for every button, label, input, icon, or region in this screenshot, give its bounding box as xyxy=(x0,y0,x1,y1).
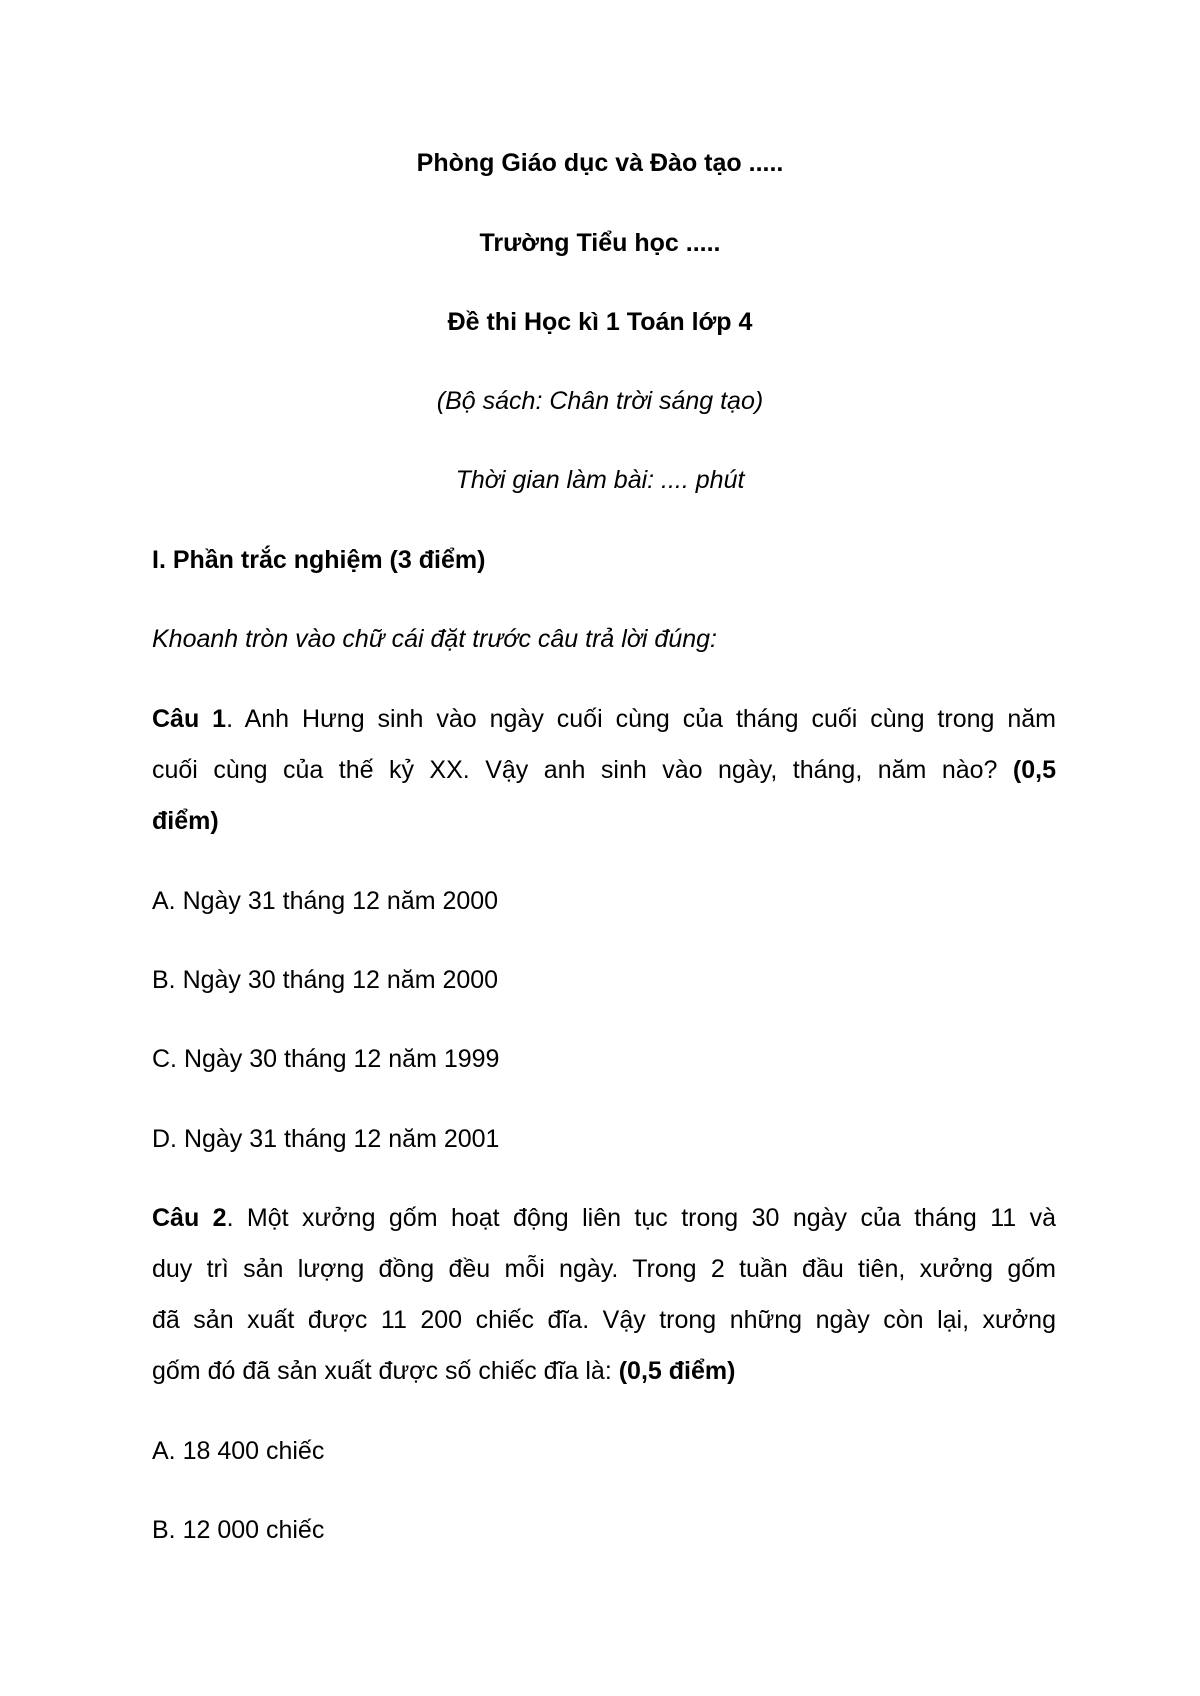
question2-line2: duy trì sản lượng đồng đều mỗi ngày. Trong 2 tuần đầu tiên, xưởng gốm xyxy=(152,1255,1056,1283)
question2-line3: đã sản xuất được 11 200 chiếc đĩa. Vậy trong những ngày còn lại, xưởng xyxy=(152,1306,1056,1334)
question2-option-a: A. 18 400 chiếc xyxy=(152,1437,325,1465)
question2-option-b: B. 12 000 chiếc xyxy=(152,1516,325,1544)
question1-points-part1: (0,5 xyxy=(1012,756,1056,784)
question2-label: Câu 2 xyxy=(152,1204,227,1232)
question1-text-line1: . Anh Hưng sinh vào ngày cuối cùng của tháng cuối cùng trong năm xyxy=(226,705,1056,733)
question1-line2 xyxy=(152,755,1056,785)
question1-line1 xyxy=(152,704,1056,734)
school-heading: Trường Tiểu học ..... xyxy=(479,229,721,257)
exam-title: Đề thi Học kì 1 Toán lớp 4 xyxy=(447,308,753,336)
time-allowed: Thời gian làm bài: .... phút xyxy=(455,466,745,494)
question1-option-a: A. Ngày 31 tháng 12 năm 2000 xyxy=(152,887,499,915)
question2-text-line4: gốm đó đã sản xuất được số chiếc đĩa là: xyxy=(152,1357,612,1385)
question2-line4 xyxy=(152,1356,1056,1386)
section1-heading: I. Phần trắc nghiệm (3 điểm) xyxy=(152,546,486,574)
book-series: (Bộ sách: Chân trời sáng tạo) xyxy=(436,387,764,415)
question1-option-d: D. Ngày 31 tháng 12 năm 2001 xyxy=(152,1125,500,1153)
section1-instruction: Khoanh tròn vào chữ cái đặt trước câu trả lời đúng: xyxy=(152,625,717,653)
question2-text-line1: . Một xưởng gốm hoạt động liên tục trong 30 ngày của tháng 11 và xyxy=(226,1204,1056,1232)
question2-line1 xyxy=(152,1203,1056,1233)
question1-text-line2: cuối cùng của thế kỷ XX. Vậy anh sinh vào ngày, tháng, năm nào? xyxy=(152,756,998,784)
question1-points-part2: điểm) xyxy=(152,807,219,835)
question2-points: (0,5 điểm) xyxy=(618,1357,736,1385)
question1-option-b: B. Ngày 30 tháng 12 năm 2000 xyxy=(152,966,499,994)
question1-label: Câu 1 xyxy=(152,705,227,733)
department-heading: Phòng Giáo dục và Đào tạo ..... xyxy=(416,149,784,177)
question1-option-c: C. Ngày 30 tháng 12 năm 1999 xyxy=(152,1045,500,1073)
